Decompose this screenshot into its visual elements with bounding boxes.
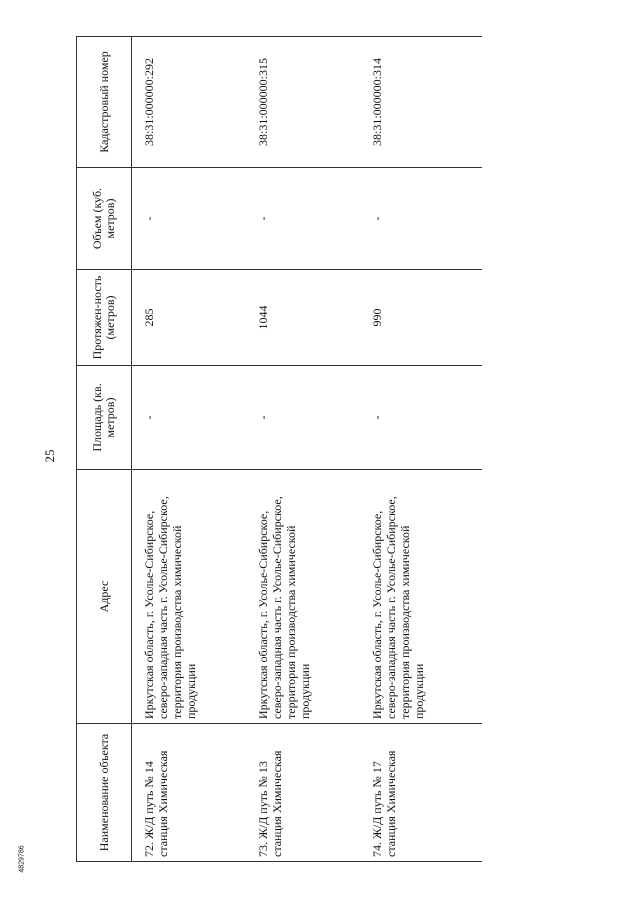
- objects-table: [76, 36, 482, 862]
- cell-length: 990: [368, 270, 482, 366]
- objects-table-container: [76, 37, 526, 862]
- page-number: 25: [42, 449, 57, 463]
- header-name: Наименование объекта: [77, 724, 132, 862]
- cell-area: -: [254, 366, 368, 470]
- table-row: [368, 37, 482, 862]
- cell-name: 72. Ж/Д путь № 14 станция Химическая: [140, 724, 254, 862]
- header-volume: Объем (куб. метров): [77, 168, 132, 270]
- cell-cadastral: 38:31:000000:292: [140, 37, 254, 168]
- cell-name: 73. Ж/Д путь № 13 станция Химическая: [254, 724, 368, 862]
- table-row: [254, 37, 368, 862]
- cell-length: 285: [140, 270, 254, 366]
- cell-volume: -: [368, 168, 482, 270]
- header-length: Протяжен-ность (метров): [77, 270, 132, 366]
- cell-address: Иркутская область, г. Усолье-Сибирское, северо-западная часть г. Усолье-Сибирское, территория производства химической продукции: [368, 470, 482, 724]
- header-cadastral: Кадастровый номер: [77, 37, 132, 168]
- cell-volume: -: [254, 168, 368, 270]
- header-address: Адрес: [77, 470, 132, 724]
- cell-volume: -: [140, 168, 254, 270]
- cell-length: 1044: [254, 270, 368, 366]
- cell-area: -: [140, 366, 254, 470]
- cell-address: Иркутская область, г. Усолье-Сибирское, северо-западная часть г. Усолье-Сибирское, территория производства химической продукции: [254, 470, 368, 724]
- table-header-row: [77, 37, 132, 862]
- cell-cadastral: 38:31:000000:314: [368, 37, 482, 168]
- cell-area: -: [368, 366, 482, 470]
- cell-cadastral: 38:31:000000:315: [254, 37, 368, 168]
- document-code: 4829786: [18, 845, 26, 873]
- table-row: [140, 37, 254, 862]
- cell-name: 74. Ж/Д путь № 17 станция Химическая: [368, 724, 482, 862]
- cell-address: Иркутская область, г. Усолье-Сибирское, северо-западная часть г. Усолье-Сибирское, территория производства химической продукции: [140, 470, 254, 724]
- header-area: Площадь (кв. метров): [77, 366, 132, 470]
